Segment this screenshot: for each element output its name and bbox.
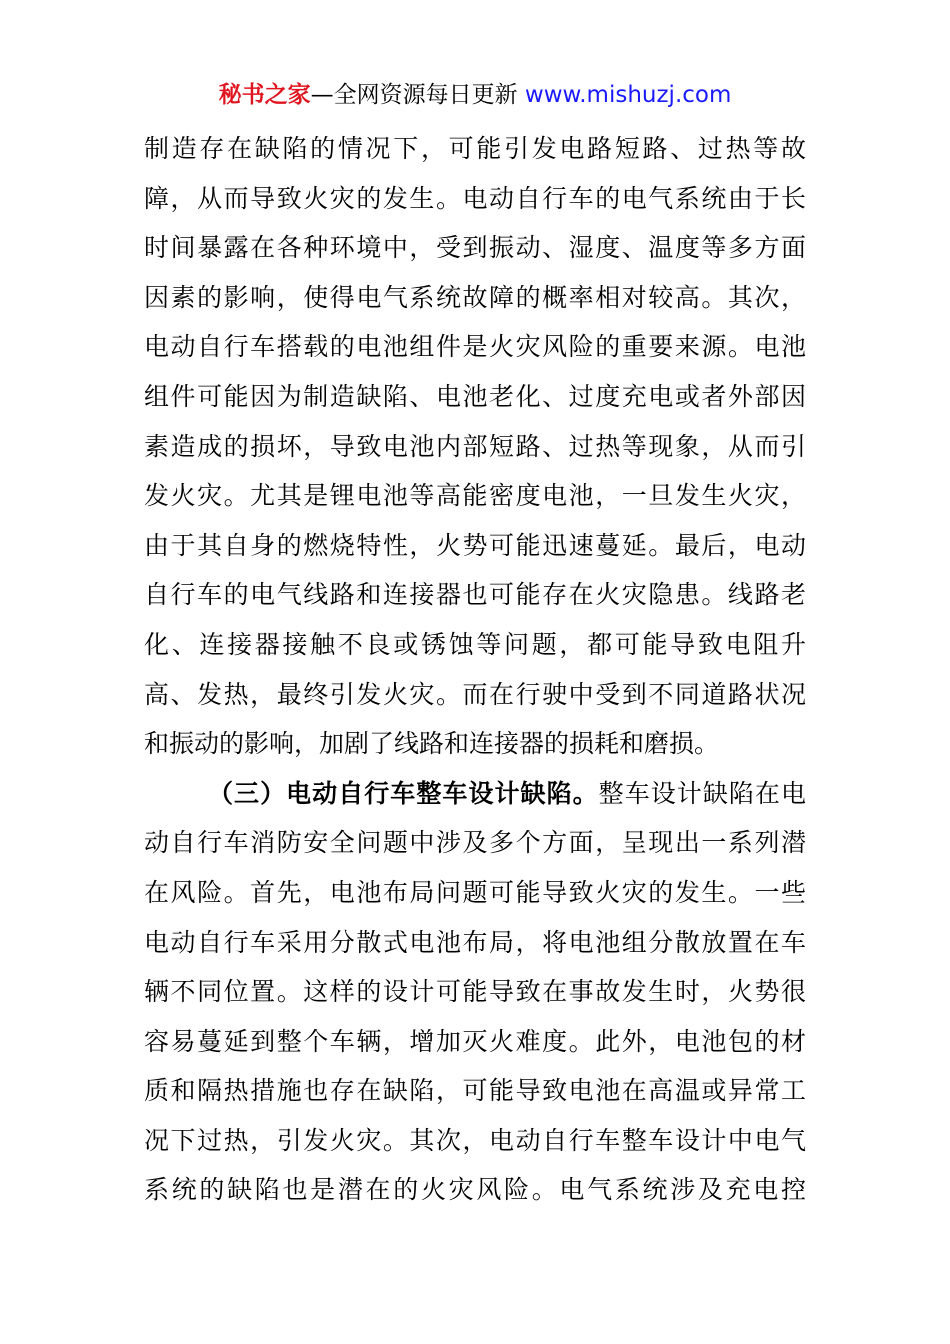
body-line: 由于其自身的燃烧特性，火势可能迅速蔓延。最后，电动 [144, 530, 806, 560]
body-line-last: 和振动的影响，加剧了线路和连接器的损耗和磨损。 [144, 729, 720, 759]
section-3-line: 在风险。首先，电池布局问题可能导致火灾的发生。一些 [144, 877, 806, 907]
section-3-line: 况下过热，引发火灾。其次，电动自行车整车设计中电气 [144, 1125, 806, 1155]
body-line: 素造成的损坏，导致电池内部短路、过热等现象，从而引 [144, 431, 806, 461]
body-line: 时间暴露在各种环境中，受到振动、湿度、温度等多方面 [144, 233, 806, 263]
section-3-first-line-text: 整车设计缺陷在电 [598, 778, 806, 808]
body-line: 发火灾。尤其是锂电池等高能密度电池，一旦发生火灾， [144, 481, 806, 511]
body-line: 障，从而导致火灾的发生。电动自行车的电气系统由于长 [144, 183, 806, 213]
site-url-link[interactable]: www.mishuzj.com [524, 82, 732, 108]
body-line: 自行车的电气线路和连接器也可能存在火灾隐患。线路老 [144, 580, 806, 610]
body-line: 电动自行车搭载的电池组件是火灾风险的重要来源。电池 [144, 332, 806, 362]
document-body [144, 124, 806, 1215]
body-line: 化、连接器接触不良或锈蚀等问题，都可能导致电阻升 [144, 629, 806, 659]
page-header [0, 78, 950, 112]
section-3-line: 系统的缺陷也是潜在的火灾风险。电气系统涉及充电控 [144, 1175, 806, 1205]
body-line: 因素的影响，使得电气系统故障的概率相对较高。其次， [144, 282, 806, 312]
section-3-line: 质和隔热措施也存在缺陷，可能导致电池在高温或异常工 [144, 1076, 806, 1106]
site-tagline: —全网资源每日更新 [310, 82, 525, 108]
body-line: 制造存在缺陷的情况下，可能引发电路短路、过热等故 [144, 134, 806, 163]
section-3-line: 动自行车消防安全问题中涉及多个方面，呈现出一系列潜 [144, 828, 806, 858]
body-line: 高、发热，最终引发火灾。而在行驶中受到不同道路状况 [144, 679, 806, 709]
section-3-heading: （三）电动自行车整车设计缺陷。 [208, 778, 599, 808]
section-3-line: 容易蔓延到整个车辆，增加灭火难度。此外，电池包的材 [144, 1026, 806, 1056]
section-3-line: 辆不同位置。这样的设计可能导致在事故发生时，火势很 [144, 977, 806, 1007]
site-brand: 秘书之家 [218, 82, 311, 108]
section-3-line: 电动自行车采用分散式电池布局，将电池组分散放置在车 [144, 927, 806, 957]
body-line: 组件可能因为制造缺陷、电池老化、过度充电或者外部因 [144, 381, 806, 411]
section-3-first-line [144, 769, 806, 819]
